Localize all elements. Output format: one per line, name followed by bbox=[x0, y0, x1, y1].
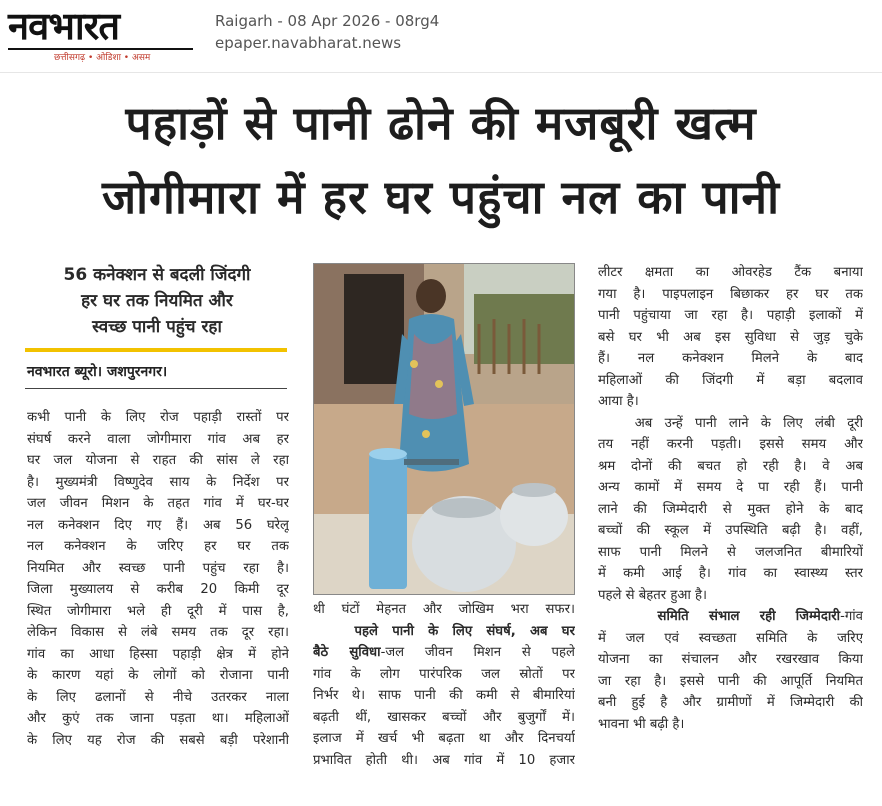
subheadline-line: हर घर तक नियमित और bbox=[81, 291, 233, 311]
article-column-1 bbox=[27, 407, 289, 751]
text-line: के कारण यहां के लोगों को रोजाना पानी bbox=[27, 668, 289, 683]
section-text: -जल जीवन मिशन से पहले bbox=[380, 645, 575, 660]
text-line-content: अब उन्हें पानी लाने के लिए लंबी दूरी bbox=[634, 415, 863, 431]
text-line: साफ पानी मिलने से जलजनित बीमारियों bbox=[598, 544, 863, 560]
text-line: घर जल योजना से राहत की सांस ले रहा bbox=[27, 453, 289, 468]
epaper-url[interactable]: epaper.navabharat.news bbox=[215, 34, 402, 52]
text-line: लाने की जिम्मेदारी से मुक्त होने के बाद bbox=[598, 501, 863, 517]
text-line: कभी पानी के लिए रोज पहाड़ी रास्तों पर bbox=[27, 410, 289, 425]
text-line: में कमी आई है। गांव का स्वास्थ्य स्तर bbox=[598, 566, 863, 581]
section-heading: बैठे सुविधा bbox=[313, 645, 381, 660]
epaper-header bbox=[0, 0, 882, 73]
text-line: के लिए यह रोज की सबसे बड़ी परेशानी bbox=[27, 732, 289, 748]
subheadline-line: 56 कनेक्शन से बदली जिंदगी bbox=[63, 265, 251, 285]
text-line: थी घंटों मेहनत और जोखिम भरा सफर। bbox=[313, 602, 575, 617]
text-line: गांव का आधा हिस्सा पहाड़ी क्षेत्र में होने bbox=[27, 646, 289, 662]
text-line: प्रभावित होती थी। अब गांव में 10 हजार bbox=[313, 752, 575, 768]
text-line: तय नहीं करनी पड़ती। इससे समय और bbox=[598, 437, 863, 452]
headline-line-1: पहाड़ों से पानी ढोने की मजबूरी खत्म bbox=[125, 96, 757, 150]
text-line: जल जीवन मिशन के तहत गांव में घर-घर bbox=[27, 496, 289, 511]
newspaper-logo[interactable]: नवभारत bbox=[8, 4, 119, 48]
text-line: है। मुख्यमंत्री विष्णुदेव साय के निर्देश पर bbox=[27, 474, 289, 490]
article-photo[interactable] bbox=[313, 263, 575, 595]
text-line: लीटर क्षमता का ओवरहेड टैंक बनाया bbox=[598, 265, 863, 280]
article-column-2 bbox=[313, 599, 575, 771]
text-line: श्रम दोनों की बचत हो रही है। वे अब bbox=[598, 458, 863, 474]
text-line: योजना का संचालन और रखरखाव किया bbox=[598, 652, 863, 667]
headline-line-2: जोगीमारा में हर घर पहुंचा नल का पानी bbox=[102, 170, 780, 224]
edition-list: छत्तीसगढ़ • ओडिशा • असम bbox=[54, 53, 151, 63]
text-line: संघर्ष करने वाला जोगीमारा गांव अब हर bbox=[27, 431, 289, 447]
text-line: जिला मुख्यालय से करीब 20 किमी दूर bbox=[27, 582, 289, 597]
text-line: निर्भर थे। साफ पानी की कमी से बीमारियां bbox=[313, 688, 575, 703]
subheadline-line: स्वच्छ पानी पहुंच रहा bbox=[92, 317, 222, 337]
text-line: बढ़ती थीं, खासकर बच्चों और बुजुर्गों में। bbox=[313, 709, 575, 725]
text-line bbox=[598, 606, 863, 628]
text-line: हैं। नल कनेक्शन मिलने के बाद bbox=[598, 351, 863, 366]
text-line: महिलाओं की जिंदगी में बड़ा बदलाव bbox=[598, 372, 863, 388]
text-line bbox=[313, 621, 575, 643]
text-line: पहले से बेहतर हुआ है। bbox=[598, 587, 708, 603]
photo-woman-with-water-tap bbox=[314, 264, 574, 594]
text-line bbox=[313, 642, 575, 664]
edition-date-page: Raigarh - 08 Apr 2026 - 08rg4 bbox=[215, 12, 440, 30]
text-line: बसे घर भी अब इस सुविधा से जुड़ चुके bbox=[598, 329, 863, 345]
text-line: जा रहा है। इससे पानी की आपूर्ति नियमित bbox=[598, 673, 863, 689]
byline: नवभारत ब्यूरो। जशपुरनगर। bbox=[27, 364, 168, 380]
text-line: नियमित और स्वच्छ पानी पहुंच रहा है। bbox=[27, 560, 289, 576]
section-text: -गांव bbox=[840, 609, 863, 624]
text-line: आया है। bbox=[598, 394, 639, 409]
text-line: के लिए ढलानों से नीचे उतरकर नाला bbox=[27, 689, 289, 705]
accent-rule bbox=[25, 348, 287, 352]
subheadline bbox=[22, 262, 292, 340]
text-line: पानी पहुंचाया जा रहा है। पहाड़ी इलाकों में bbox=[598, 308, 863, 323]
text-line: में जल एवं स्वच्छता समिति के जरिए bbox=[598, 630, 863, 646]
text-line: इलाज में खर्च भी बढ़ता था और दिनचर्या bbox=[313, 731, 575, 746]
text-line: अन्य कामों में समय दे पा रही हैं। पानी bbox=[598, 480, 863, 495]
text-line: बच्चों की स्कूल में उपस्थिति बढ़ी है। वहीं, bbox=[598, 523, 863, 538]
text-line: स्थित जोगीमारा भले ही दूरी में पास है, bbox=[27, 603, 289, 619]
article-column-3 bbox=[598, 262, 863, 735]
text-line: बनी हुई है और ग्रामीणों में जिम्मेदारी की bbox=[598, 695, 863, 710]
byline-rule bbox=[25, 388, 287, 389]
text-line: लेकिन विकास से लंबे समय तक दूर रहा। bbox=[27, 625, 289, 640]
text-line: गांव के लोग पारंपरिक जल स्रोतों पर bbox=[313, 666, 575, 682]
text-line: और कुएं तक जाना पड़ता था। महिलाओं bbox=[27, 711, 289, 726]
text-line bbox=[598, 413, 863, 435]
text-line: गया है। पाइपलाइन बिछाकर हर घर तक bbox=[598, 286, 863, 302]
text-line: नल कनेक्शन दिए गए हैं। अब 56 घरेलू bbox=[27, 517, 289, 533]
text-line: भावना भी बढ़ी है। bbox=[598, 716, 685, 732]
section-heading: पहले पानी के लिए संघर्ष, अब घर bbox=[354, 623, 575, 639]
section-heading: समिति संभाल रही जिम्मेदारी bbox=[657, 609, 841, 624]
text-line: नल कनेक्शन के जरिए हर घर तक bbox=[27, 539, 289, 554]
